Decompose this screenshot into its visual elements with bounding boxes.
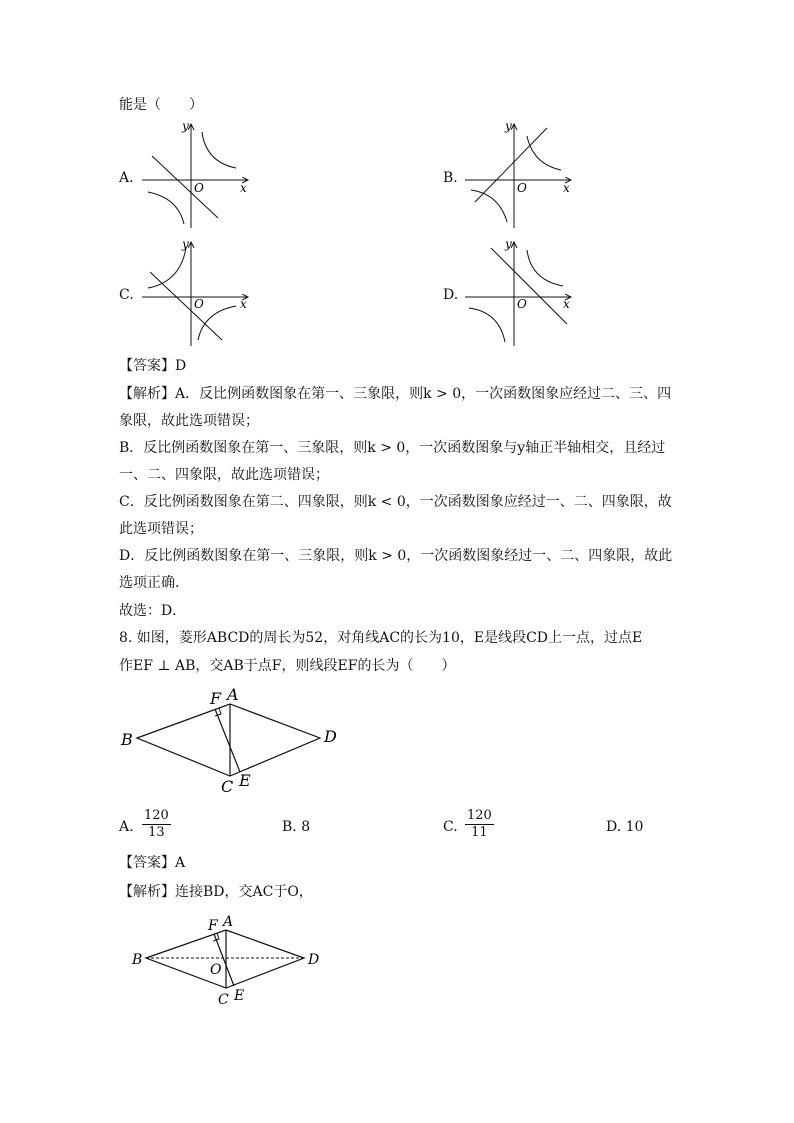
q7-option-d-label: D. [443,287,459,303]
q7-analysis-line: D．反比例函数图象在第一、三象限，则k > 0，一次函数图象经过一、二、四象限，故此 [119,548,673,564]
q8-option-c-fraction [465,808,494,841]
segment-ef [214,934,234,986]
vertex-d: D [324,727,337,746]
svg-text:O: O [194,297,204,311]
q7-analysis-line: 此选项错误； [119,521,203,537]
vertex-a: A [227,685,239,704]
vertex-c: C [221,777,234,796]
q7-stem-tail: 能是（ ） [119,97,203,113]
q8-option-c-label: C. [443,819,458,835]
rhombus-abcd [137,704,320,776]
q7-conclusion: 故选：D． [119,603,187,619]
hyperbola-branch-3 [148,192,184,224]
svg-text:y: y [505,237,512,251]
q7-answer: 【答案】D [119,358,187,374]
q7-option-b-label: B. [443,170,458,186]
segment-ef [215,709,240,772]
y-label: y [182,119,189,133]
fraction-numerator: 120 [467,808,492,823]
vertex-b: B [132,952,143,968]
svg-text:y: y [505,119,512,133]
svg-text:y: y [182,237,189,251]
vertex-b: B [121,730,133,749]
q7-analysis-line: C．反比例函数图象在第二、四象限，则k < 0，一次函数图象应经过一、二、四象限，故 [119,494,672,510]
origin-label: O [194,181,204,195]
q7-analysis-line: 象限，故此选项错误； [119,413,259,429]
q7-graph-d [463,236,583,348]
q8-option-a-fraction [142,808,171,841]
q7-option-c-label: C. [119,287,134,303]
q8-option-a-label: A. [119,819,134,835]
q7-analysis-line: B．反比例函数图象在第一、三象限，则k > 0，一次函数图象与y轴正半轴相交，且经过 [119,440,666,456]
point-f: F [208,918,218,934]
point-f: F [210,689,222,708]
q7-graph-a [140,118,260,230]
fraction-numerator: 120 [144,808,169,823]
q8-analysis: 【解析】连接BD，交AC于O， [119,884,313,900]
q7-analysis-line: 选项正确． [119,575,189,591]
point-o: O [210,962,222,978]
svg-text:x: x [563,297,570,311]
q8-answer: 【答案】A [119,855,186,871]
vertex-c: C [218,992,229,1008]
fraction-denominator: 13 [148,825,165,840]
point-e: E [234,988,245,1004]
q8-stem-line: 8. 如图，菱形ABCD的周长为52，对角线AC的长为10，E是线段CD上一点，过点E [119,630,643,646]
svg-text:O: O [517,297,527,311]
vertex-d: D [308,952,320,968]
svg-text:x: x [563,181,570,195]
linear-function-line [152,156,218,218]
vertex-a: A [223,914,234,930]
hyperbola-branch-1 [202,132,236,168]
q8-option-b: B. 8 [282,819,311,835]
q8-solution-figure [128,912,328,1012]
q7-graph-b [463,118,583,230]
svg-text:x: x [240,297,247,311]
fraction-denominator: 11 [471,825,488,840]
q7-analysis-line: 【解析】A．反比例函数图象在第一、三象限，则k > 0，一次函数图象应经过二、三、四 [119,386,672,402]
q7-graph-c [140,236,260,348]
x-label: x [240,181,247,195]
svg-text:O: O [517,181,527,195]
q7-analysis-line: 一、二、四象限，故此选项错误； [119,467,329,483]
point-e: E [239,771,251,790]
q8-rhombus-figure [115,684,345,799]
rhombus-abcd [146,930,304,988]
q8-stem-line: 作EF ⊥ AB，交AB于点F，则线段EF的长为（ ） [119,658,456,674]
q8-option-d: D. 10 [606,819,644,835]
q7-option-a-label: A. [119,170,134,186]
